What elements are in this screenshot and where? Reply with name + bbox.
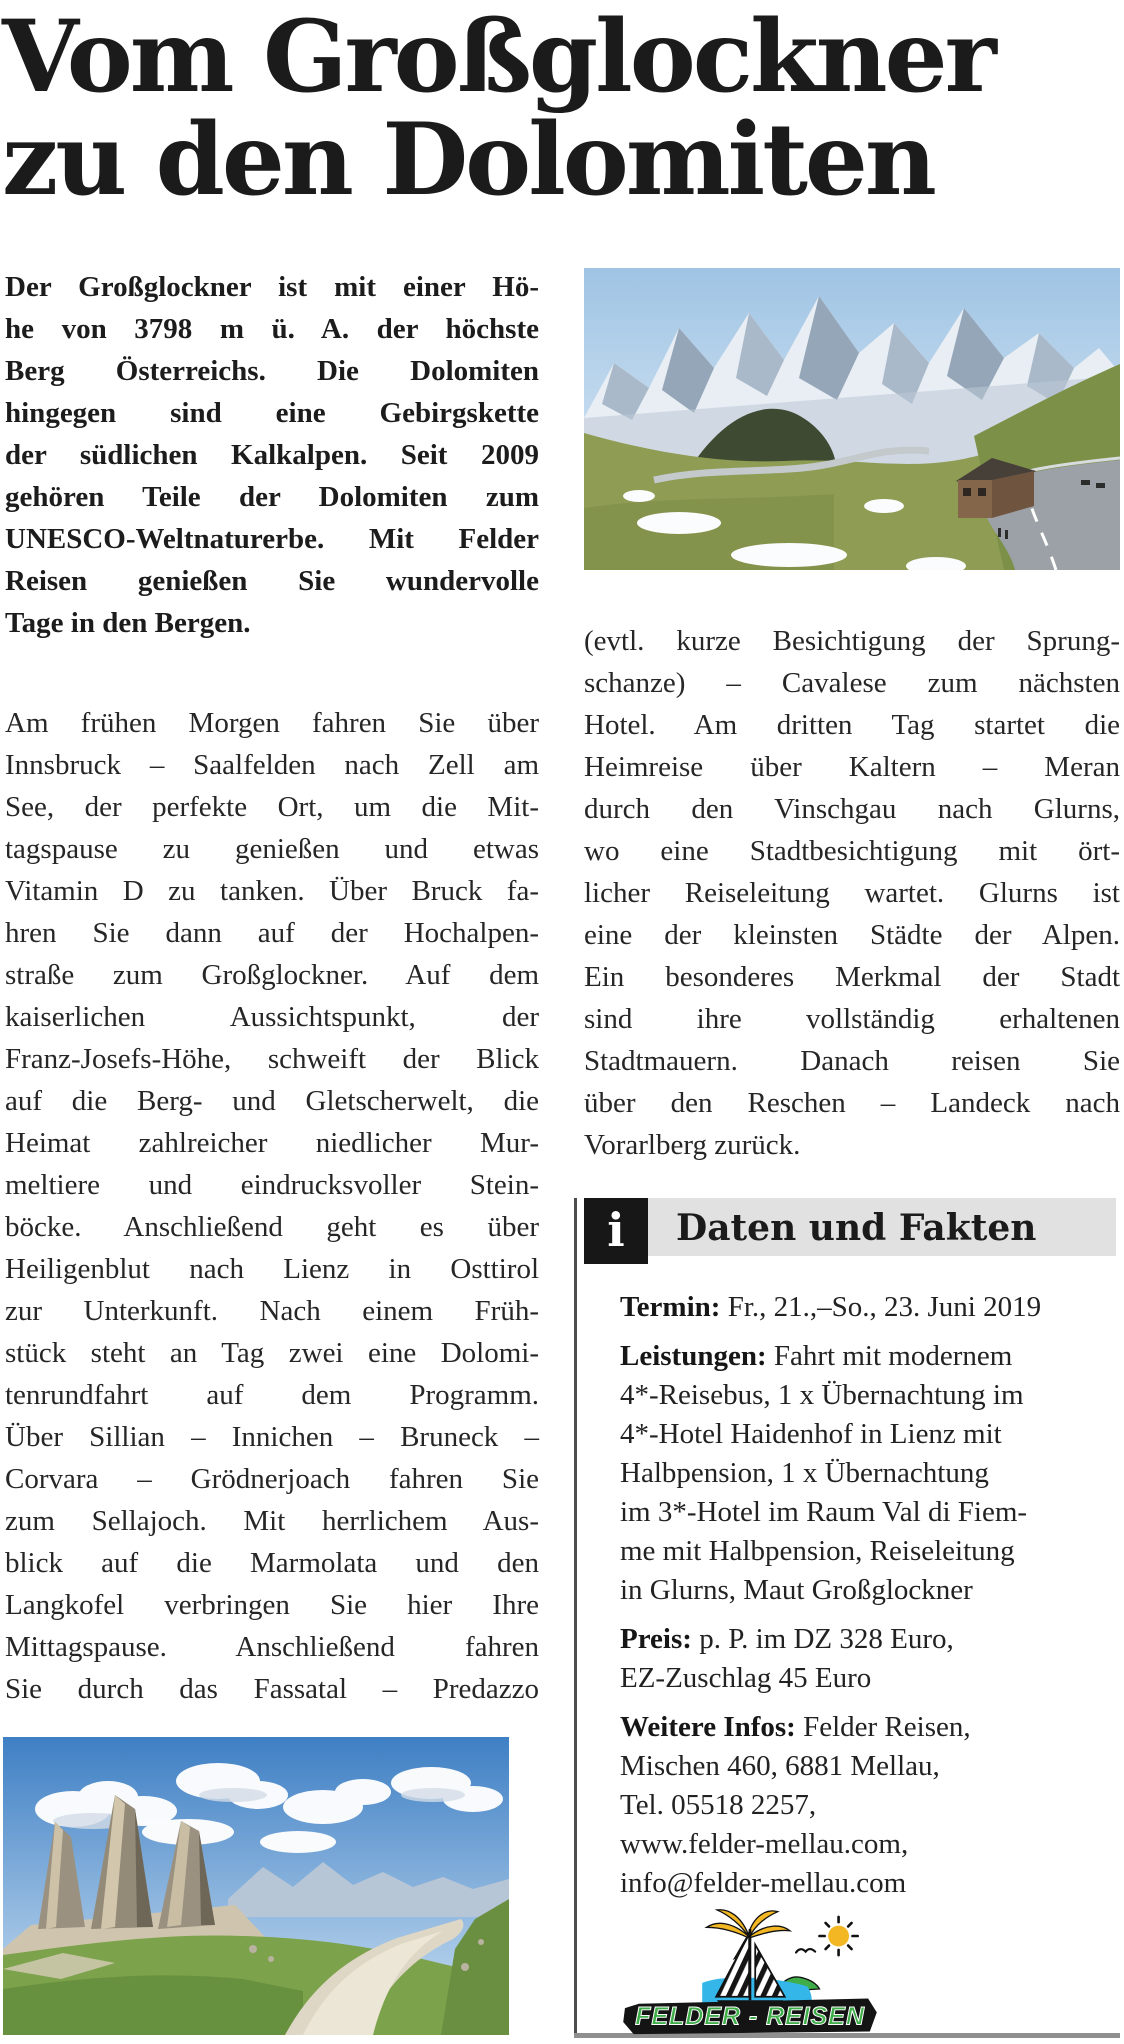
article-column-right [584, 620, 1120, 1166]
text-line: Vitamin D zu tanken. Über Bruck fa- [5, 875, 539, 907]
text-line: sind ihre vollständig erhaltenen [584, 1003, 1120, 1035]
logo-banner [623, 1999, 877, 2035]
text-line: kaiserlichen Aussichtspunkt, der [5, 1001, 539, 1033]
text-line: Vorarlberg zurück. [584, 1129, 801, 1161]
text-line: Der Großglockner ist mit einer Hö- [5, 271, 539, 303]
text-line: UNESCO-Weltnaturerbe. Mit Felder [5, 523, 539, 555]
text-line: Heimat zahlreicher niedlicher Mur- [5, 1127, 539, 1159]
text-line: he von 3798 m ü. A. der höchste [5, 313, 539, 345]
text-line: Corvara – Grödnerjoach fahren Sie [5, 1463, 539, 1495]
article-column-left [5, 702, 539, 1710]
facts-entry-line [620, 1708, 1114, 1747]
text-line: Mittagspause. Anschließend fahren [5, 1631, 539, 1663]
text-line: Sie durch das Fassatal – Predazzo [5, 1673, 539, 1705]
facts-value: p. P. im DZ 328 Euro, [691, 1623, 954, 1655]
text-line: der südlichen Kalkalpen. Seit 2009 [5, 439, 539, 471]
grossglockner-road-photo [584, 268, 1120, 570]
text-line: Mischen 460, 6881 Mellau, [620, 1750, 940, 1782]
facts-label: Preis: [620, 1623, 692, 1655]
text-line: auf die Berg- und Gletscherwelt, die [5, 1085, 539, 1117]
text-line: Innsbruck – Saalfelden nach Zell am [5, 749, 539, 781]
text-line: hingegen sind eine Gebirgskette [5, 397, 539, 429]
logo-banner-text: FELDER - REISEN [635, 2002, 865, 2031]
text-line: schanze) – Cavalese zum nächsten [584, 667, 1120, 699]
facts-entry-line [620, 1620, 1114, 1659]
text-line: meltiere und eindrucksvoller Stein- [5, 1169, 539, 1201]
text-line: (evtl. kurze Besichtigung der Sprung- [584, 625, 1120, 657]
headline-line-1: Vom Großglockner [2, 0, 994, 115]
facts-box-title: Daten und Fakten [676, 1207, 1037, 1249]
text-line: über den Reschen – Landeck nach [584, 1087, 1120, 1119]
facts-entry-leistungen [620, 1337, 1114, 1610]
facts-entry-lines [620, 1659, 1114, 1698]
text-line: tenrundfahrt auf dem Programm. [5, 1379, 539, 1411]
text-line: böcke. Anschließend geht es über [5, 1211, 539, 1243]
text-line: Langkofel verbringen Sie hier Ihre [5, 1589, 539, 1621]
facts-label: Leistungen: [620, 1340, 767, 1372]
text-line: Über Sillian – Innichen – Bruneck – [5, 1421, 539, 1453]
text-line: Halbpension, 1 x Übernachtung [620, 1457, 989, 1489]
text-line: in Glurns, Maut Großglockner [620, 1574, 973, 1606]
text-line: Reisen genießen Sie wundervolle [5, 565, 539, 597]
text-line: Hotel. Am dritten Tag startet die [584, 709, 1120, 741]
dolomites-trail-photo [3, 1737, 509, 2035]
headline-line-2: zu den Dolomiten [2, 102, 934, 218]
text-line: Heiligenblut nach Lienz in Osttirol [5, 1253, 539, 1285]
facts-entry-lines [620, 1376, 1114, 1610]
text-line: stück steht an Tag zwei eine Dolomi- [5, 1337, 539, 1369]
facts-value: Fr., 21.,–So., 23. Juni 2019 [720, 1291, 1042, 1323]
text-line: info@felder-mellau.com [620, 1867, 907, 1899]
text-line: Am frühen Morgen fahren Sie über [5, 707, 539, 739]
facts-entry-weitere-infos [620, 1708, 1114, 1903]
text-line: www.felder-mellau.com, [620, 1828, 909, 1860]
text-line: 4*-Reisebus, 1 x Übernachtung im [620, 1379, 1024, 1411]
text-line: tagspause zu genießen und etwas [5, 833, 539, 865]
text-line: wo eine Stadtbesichtigung mit ört- [584, 835, 1120, 867]
text-line: zur Unterkunft. Nach einem Früh- [5, 1295, 539, 1327]
text-line: See, der perfekte Ort, um die Mit- [5, 791, 539, 823]
text-line: gehören Teile der Dolomiten zum [5, 481, 539, 513]
text-line: licher Reiseleitung wartet. Glurns ist [584, 877, 1120, 909]
sun-icon [819, 1917, 857, 1955]
facts-entry-preis [620, 1620, 1114, 1698]
text-line: Heimreise über Kaltern – Meran [584, 751, 1120, 783]
text-line: Franz-Josefs-Höhe, schweift der Blick [5, 1043, 539, 1075]
text-line: EZ-Zuschlag 45 Euro [620, 1662, 872, 1694]
text-line: Ein besonderes Merkmal der Stadt [584, 961, 1120, 993]
text-line: 4*-Hotel Haidenhof in Lienz mit [620, 1418, 1002, 1450]
facts-value: Felder Reisen, [795, 1711, 971, 1743]
text-line: zum Sellajoch. Mit herrlichem Aus- [5, 1505, 539, 1537]
info-icon: i [584, 1198, 648, 1264]
facts-box-left-rule [574, 1198, 577, 2034]
text-line: Tage in den Bergen. [5, 607, 251, 639]
facts-entry-line [620, 1288, 1114, 1327]
felder-reisen-logo [600, 1903, 900, 2035]
text-line: me mit Halbpension, Reiseleitung [620, 1535, 1015, 1567]
bird-icon [796, 1949, 815, 1952]
facts-entry-termin [620, 1288, 1114, 1327]
text-line: straße zum Großglockner. Auf dem [5, 959, 539, 991]
facts-entry-lines [620, 1747, 1114, 1903]
text-line: durch den Vinschgau nach Glurns, [584, 793, 1120, 825]
text-line: hren Sie dann auf der Hochalpen- [5, 917, 539, 949]
text-line: Stadtmauern. Danach reisen Sie [584, 1045, 1120, 1077]
text-line: Tel. 05518 2257, [620, 1789, 817, 1821]
facts-entry-line [620, 1337, 1114, 1376]
facts-value: Fahrt mit modernem [766, 1340, 1013, 1372]
facts-label: Weitere Infos: [620, 1711, 796, 1743]
facts-label: Termin: [620, 1291, 721, 1323]
text-line: Berg Österreichs. Die Dolomiten [5, 355, 539, 387]
text-line: eine der kleinsten Städte der Alpen. [584, 919, 1120, 951]
lead-paragraph [5, 266, 539, 644]
page-title [2, 0, 1122, 218]
text-line: im 3*-Hotel im Raum Val di Fiem- [620, 1496, 1028, 1528]
text-line: blick auf die Marmolata und den [5, 1547, 539, 1579]
facts-box-content [620, 1288, 1114, 1913]
